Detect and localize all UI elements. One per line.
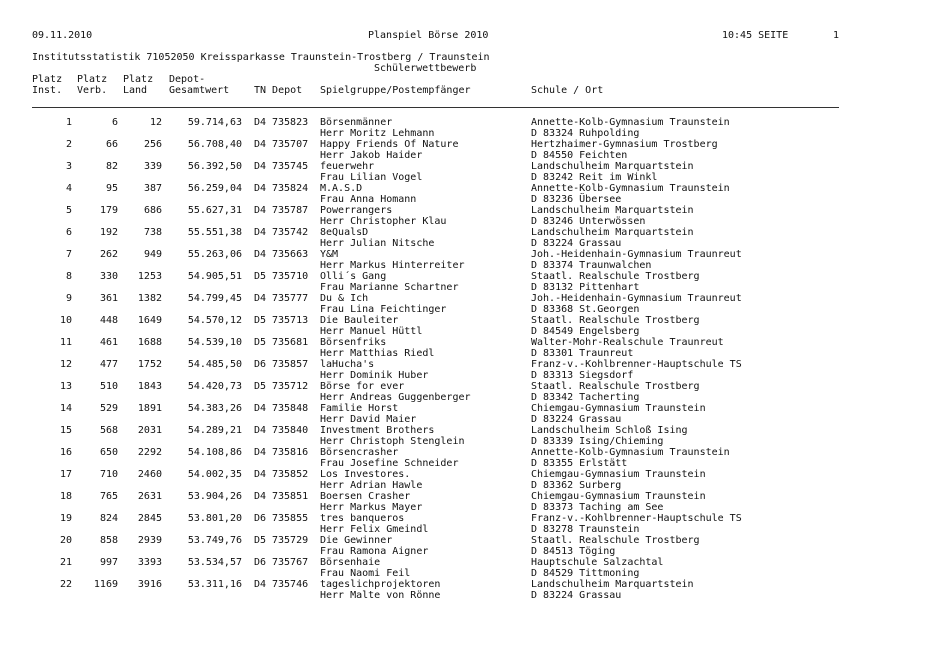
cell-schule: Staatl. Realschule Trostberg: [531, 271, 700, 282]
cell-gruppe: laHucha's: [320, 359, 375, 370]
cell-tn: D4: [254, 227, 267, 238]
cell-schule: Chiemgau-Gymnasium Traunstein: [531, 491, 706, 502]
cell-gruppe: Y&M: [320, 249, 339, 260]
cell-tn: D5: [254, 315, 267, 326]
cell-land: 2292: [137, 447, 162, 458]
cell-tn: D4: [254, 117, 267, 128]
cell-person: Herr Matthias Riedl: [320, 348, 435, 359]
cell-ort: D 83373 Taching am See: [531, 502, 664, 513]
cell-wert: 59.714,63: [187, 117, 242, 128]
cell-inst: 12: [59, 359, 72, 370]
cell-land: 2631: [137, 491, 162, 502]
cell-gruppe: Die Bauleiter: [320, 315, 399, 326]
institute-line: Institutsstatistik 71052050 Kreissparkasse Traunstein-Trostberg / Traunstein: [32, 52, 490, 63]
cell-ort: D 83374 Traunwalchen: [531, 260, 652, 271]
cell-land: 1649: [137, 315, 162, 326]
col-header-land: Land: [123, 85, 148, 96]
cell-schule: Joh.-Heidenhain-Gymnasium Traunreut: [531, 249, 742, 260]
cell-tn: D5: [254, 337, 267, 348]
cell-schule: Joh.-Heidenhain-Gymnasium Traunreut: [531, 293, 742, 304]
cell-wert: 55.263,06: [187, 249, 242, 260]
cell-depot: 735745: [272, 161, 309, 172]
cell-ort: D 84550 Feichten: [531, 150, 628, 161]
cell-tn: D4: [254, 469, 267, 480]
cell-ort: D 83362 Surberg: [531, 480, 622, 491]
col-header-depot-1: Depot-: [169, 74, 206, 85]
cell-wert: 53.534,57: [187, 557, 242, 568]
cell-land: 2460: [137, 469, 162, 480]
cell-inst: 19: [59, 513, 72, 524]
cell-gruppe: tageslichprojektoren: [320, 579, 441, 590]
cell-wert: 55.551,38: [187, 227, 242, 238]
cell-wert: 53.311,16: [187, 579, 242, 590]
cell-depot: 735746: [272, 579, 309, 590]
cell-inst: 16: [59, 447, 72, 458]
cell-verb: 650: [99, 447, 118, 458]
cell-inst: 17: [59, 469, 72, 480]
cell-tn: D4: [254, 139, 267, 150]
cell-ort: D 83324 Ruhpolding: [531, 128, 640, 139]
cell-land: 1253: [137, 271, 162, 282]
cell-ort: D 83242 Reit im Winkl: [531, 172, 658, 183]
cell-tn: D4: [254, 161, 267, 172]
cell-depot: 735855: [272, 513, 309, 524]
cell-depot: 735663: [272, 249, 309, 260]
cell-schule: Landschulheim Marquartstein: [531, 161, 694, 172]
cell-ort: D 83224 Grassau: [531, 238, 622, 249]
cell-inst: 6: [65, 227, 72, 238]
cell-land: 2845: [137, 513, 162, 524]
cell-land: 1891: [137, 403, 162, 414]
cell-gruppe: 8eQualsD: [320, 227, 369, 238]
cell-gruppe: Börsencrasher: [320, 447, 399, 458]
cell-gruppe: Familie Horst: [320, 403, 399, 414]
cell-verb: 510: [99, 381, 118, 392]
cell-person: Herr Dominik Huber: [320, 370, 429, 381]
cell-verb: 179: [99, 205, 118, 216]
cell-tn: D4: [254, 249, 267, 260]
cell-gruppe: Börsenmänner: [320, 117, 393, 128]
cell-depot: 735767: [272, 557, 309, 568]
cell-inst: 18: [59, 491, 72, 502]
cell-inst: 10: [59, 315, 72, 326]
cell-land: 1752: [137, 359, 162, 370]
cell-ort: D 84529 Tittmoning: [531, 568, 640, 579]
cell-tn: D5: [254, 535, 267, 546]
cell-person: Herr Manuel Hüttl: [320, 326, 423, 337]
cell-person: Frau Marianne Schartner: [320, 282, 459, 293]
cell-depot: 735824: [272, 183, 309, 194]
cell-person: Herr David Maier: [320, 414, 417, 425]
cell-ort: D 83313 Siegsdorf: [531, 370, 634, 381]
cell-land: 256: [143, 139, 162, 150]
cell-tn: D6: [254, 359, 267, 370]
cell-verb: 710: [99, 469, 118, 480]
cell-depot: 735857: [272, 359, 309, 370]
cell-land: 387: [143, 183, 162, 194]
cell-verb: 824: [99, 513, 118, 524]
cell-tn: D6: [254, 513, 267, 524]
competition-title: Schülerwettbewerb: [374, 63, 477, 74]
cell-depot: 735707: [272, 139, 309, 150]
cell-depot: 735787: [272, 205, 309, 216]
cell-land: 1843: [137, 381, 162, 392]
cell-wert: 56.392,50: [187, 161, 242, 172]
report-date: 09.11.2010: [32, 30, 93, 41]
cell-inst: 15: [59, 425, 72, 436]
cell-wert: 54.383,26: [187, 403, 242, 414]
cell-person: Herr Moritz Lehmann: [320, 128, 435, 139]
cell-gruppe: Börsenhaie: [320, 557, 381, 568]
cell-person: Frau Anna Homann: [320, 194, 417, 205]
cell-wert: 56.708,40: [187, 139, 242, 150]
cell-ort: D 83342 Tacherting: [531, 392, 640, 403]
cell-schule: Franz-v.-Kohlbrenner-Hauptschule TS: [531, 359, 742, 370]
cell-ort: D 83224 Grassau: [531, 590, 622, 601]
cell-person: Herr Christopher Klau: [320, 216, 447, 227]
cell-tn: D4: [254, 447, 267, 458]
cell-inst: 5: [65, 205, 72, 216]
page-number: 1: [833, 30, 840, 41]
cell-gruppe: Los Investores.: [320, 469, 411, 480]
cell-wert: 54.108,86: [187, 447, 242, 458]
cell-person: Herr Adrian Hawle: [320, 480, 423, 491]
cell-ort: D 84513 Töging: [531, 546, 616, 557]
cell-person: Herr Markus Hinterreiter: [320, 260, 465, 271]
cell-verb: 461: [99, 337, 118, 348]
cell-ort: D 83368 St.Georgen: [531, 304, 640, 315]
col-header-tn-depot: TN Depot: [254, 85, 303, 96]
cell-schule: Annette-Kolb-Gymnasium Traunstein: [531, 117, 730, 128]
cell-gruppe: Olli´s Gang: [320, 271, 387, 282]
cell-person: Frau Lina Feichtinger: [320, 304, 447, 315]
cell-verb: 82: [105, 161, 118, 172]
col-header-platz-verb-1: Platz: [77, 74, 108, 85]
col-header-schule: Schule / Ort: [531, 85, 604, 96]
cell-verb: 858: [99, 535, 118, 546]
cell-depot: 735729: [272, 535, 309, 546]
cell-gruppe: Börsenfriks: [320, 337, 387, 348]
cell-depot: 735713: [272, 315, 309, 326]
cell-gruppe: Investment Brothers: [320, 425, 435, 436]
cell-tn: D5: [254, 381, 267, 392]
cell-land: 1382: [137, 293, 162, 304]
cell-land: 339: [143, 161, 162, 172]
cell-verb: 66: [105, 139, 118, 150]
header-divider: [32, 107, 839, 108]
cell-gruppe: Du & Ich: [320, 293, 369, 304]
cell-inst: 2: [65, 139, 72, 150]
col-header-verb: Verb.: [77, 85, 108, 96]
cell-wert: 54.420,73: [187, 381, 242, 392]
cell-gruppe: Happy Friends Of Nature: [320, 139, 459, 150]
cell-tn: D4: [254, 579, 267, 590]
cell-wert: 54.799,45: [187, 293, 242, 304]
cell-schule: Landschulheim Schloß Ising: [531, 425, 688, 436]
col-header-spielgruppe: Spielgruppe/Postempfänger: [320, 85, 471, 96]
col-header-gesamtwert: Gesamtwert: [169, 85, 230, 96]
cell-schule: Franz-v.-Kohlbrenner-Hauptschule TS: [531, 513, 742, 524]
cell-gruppe: feuerwehr: [320, 161, 375, 172]
cell-wert: 56.259,04: [187, 183, 242, 194]
cell-inst: 22: [59, 579, 72, 590]
cell-ort: D 83339 Ising/Chieming: [531, 436, 664, 447]
cell-schule: Landschulheim Marquartstein: [531, 205, 694, 216]
cell-person: Herr Jakob Haider: [320, 150, 423, 161]
cell-verb: 448: [99, 315, 118, 326]
cell-verb: 192: [99, 227, 118, 238]
cell-person: Frau Josefine Schneider: [320, 458, 459, 469]
cell-depot: 735840: [272, 425, 309, 436]
cell-inst: 20: [59, 535, 72, 546]
cell-gruppe: tres banqueros: [320, 513, 405, 524]
cell-wert: 54.905,51: [187, 271, 242, 282]
cell-ort: D 83278 Traunstein: [531, 524, 640, 535]
cell-gruppe: Die Gewinner: [320, 535, 393, 546]
cell-person: Frau Lilian Vogel: [320, 172, 423, 183]
cell-person: Herr Christoph Stenglein: [320, 436, 465, 447]
cell-land: 2939: [137, 535, 162, 546]
cell-tn: D6: [254, 557, 267, 568]
cell-depot: 735852: [272, 469, 309, 480]
cell-tn: D4: [254, 491, 267, 502]
cell-verb: 997: [99, 557, 118, 568]
cell-depot: 735851: [272, 491, 309, 502]
cell-schule: Chiemgau-Gymnasium Traunstein: [531, 469, 706, 480]
cell-verb: 6: [111, 117, 118, 128]
cell-schule: Landschulheim Marquartstein: [531, 227, 694, 238]
cell-tn: D4: [254, 183, 267, 194]
cell-person: Frau Ramona Aigner: [320, 546, 429, 557]
cell-inst: 3: [65, 161, 72, 172]
cell-wert: 53.749,76: [187, 535, 242, 546]
cell-inst: 11: [59, 337, 72, 348]
cell-depot: 735823: [272, 117, 309, 128]
cell-land: 3916: [137, 579, 162, 590]
cell-verb: 529: [99, 403, 118, 414]
cell-schule: Hertzhaimer-Gymnasium Trostberg: [531, 139, 718, 150]
cell-ort: D 83355 Erlstätt: [531, 458, 628, 469]
cell-verb: 1169: [93, 579, 118, 590]
cell-wert: 54.485,50: [187, 359, 242, 370]
cell-tn: D5: [254, 271, 267, 282]
cell-schule: Walter-Mohr-Realschule Traunreut: [531, 337, 724, 348]
cell-depot: 735848: [272, 403, 309, 414]
cell-inst: 8: [65, 271, 72, 282]
cell-gruppe: Boersen Crasher: [320, 491, 411, 502]
cell-ort: D 83132 Pittenhart: [531, 282, 640, 293]
cell-ort: D 83246 Unterwössen: [531, 216, 646, 227]
cell-land: 686: [143, 205, 162, 216]
cell-land: 3393: [137, 557, 162, 568]
cell-land: 738: [143, 227, 162, 238]
cell-verb: 330: [99, 271, 118, 282]
cell-ort: D 83236 Übersee: [531, 194, 622, 205]
cell-land: 2031: [137, 425, 162, 436]
cell-verb: 262: [99, 249, 118, 260]
cell-wert: 53.801,20: [187, 513, 242, 524]
cell-person: Herr Andreas Guggenberger: [320, 392, 471, 403]
cell-verb: 95: [105, 183, 118, 194]
cell-land: 1688: [137, 337, 162, 348]
cell-verb: 765: [99, 491, 118, 502]
cell-person: Herr Felix Gmeindl: [320, 524, 429, 535]
cell-verb: 361: [99, 293, 118, 304]
cell-wert: 54.289,21: [187, 425, 242, 436]
cell-schule: Annette-Kolb-Gymnasium Traunstein: [531, 183, 730, 194]
cell-depot: 735710: [272, 271, 309, 282]
cell-depot: 735742: [272, 227, 309, 238]
cell-schule: Chiemgau-Gymnasium Traunstein: [531, 403, 706, 414]
cell-tn: D4: [254, 403, 267, 414]
cell-wert: 54.570,12: [187, 315, 242, 326]
col-header-platz-land-1: Platz: [123, 74, 154, 85]
cell-verb: 568: [99, 425, 118, 436]
cell-wert: 54.002,35: [187, 469, 242, 480]
time-page-label: 10:45 SEITE: [722, 30, 789, 41]
cell-tn: D4: [254, 293, 267, 304]
cell-verb: 477: [99, 359, 118, 370]
cell-depot: 735816: [272, 447, 309, 458]
cell-wert: 53.904,26: [187, 491, 242, 502]
col-header-platz-inst-1: Platz: [32, 74, 63, 85]
cell-depot: 735681: [272, 337, 309, 348]
report-title: Planspiel Börse 2010: [368, 30, 489, 41]
cell-inst: 4: [65, 183, 72, 194]
cell-ort: D 83301 Traunreut: [531, 348, 634, 359]
cell-schule: Staatl. Realschule Trostberg: [531, 315, 700, 326]
cell-inst: 1: [65, 117, 72, 128]
cell-person: Herr Malte von Rönne: [320, 590, 441, 601]
col-header-inst: Inst.: [32, 85, 63, 96]
cell-depot: 735777: [272, 293, 309, 304]
cell-ort: D 84549 Engelsberg: [531, 326, 640, 337]
cell-wert: 55.627,31: [187, 205, 242, 216]
cell-tn: D4: [254, 425, 267, 436]
cell-gruppe: M.A.S.D: [320, 183, 363, 194]
cell-depot: 735712: [272, 381, 309, 392]
cell-schule: Staatl. Realschule Trostberg: [531, 535, 700, 546]
cell-ort: D 83224 Grassau: [531, 414, 622, 425]
cell-gruppe: Powerrangers: [320, 205, 393, 216]
cell-inst: 7: [65, 249, 72, 260]
cell-inst: 14: [59, 403, 72, 414]
cell-schule: Hauptschule Salzachtal: [531, 557, 664, 568]
cell-land: 949: [143, 249, 162, 260]
cell-tn: D4: [254, 205, 267, 216]
cell-schule: Annette-Kolb-Gymnasium Traunstein: [531, 447, 730, 458]
cell-inst: 9: [65, 293, 72, 304]
cell-land: 12: [149, 117, 162, 128]
cell-person: Herr Julian Nitsche: [320, 238, 435, 249]
cell-schule: Staatl. Realschule Trostberg: [531, 381, 700, 392]
cell-gruppe: Börse for ever: [320, 381, 405, 392]
cell-inst: 13: [59, 381, 72, 392]
cell-inst: 21: [59, 557, 72, 568]
cell-wert: 54.539,10: [187, 337, 242, 348]
cell-person: Frau Naomi Feil: [320, 568, 411, 579]
cell-schule: Landschulheim Marquartstein: [531, 579, 694, 590]
cell-person: Herr Markus Mayer: [320, 502, 423, 513]
